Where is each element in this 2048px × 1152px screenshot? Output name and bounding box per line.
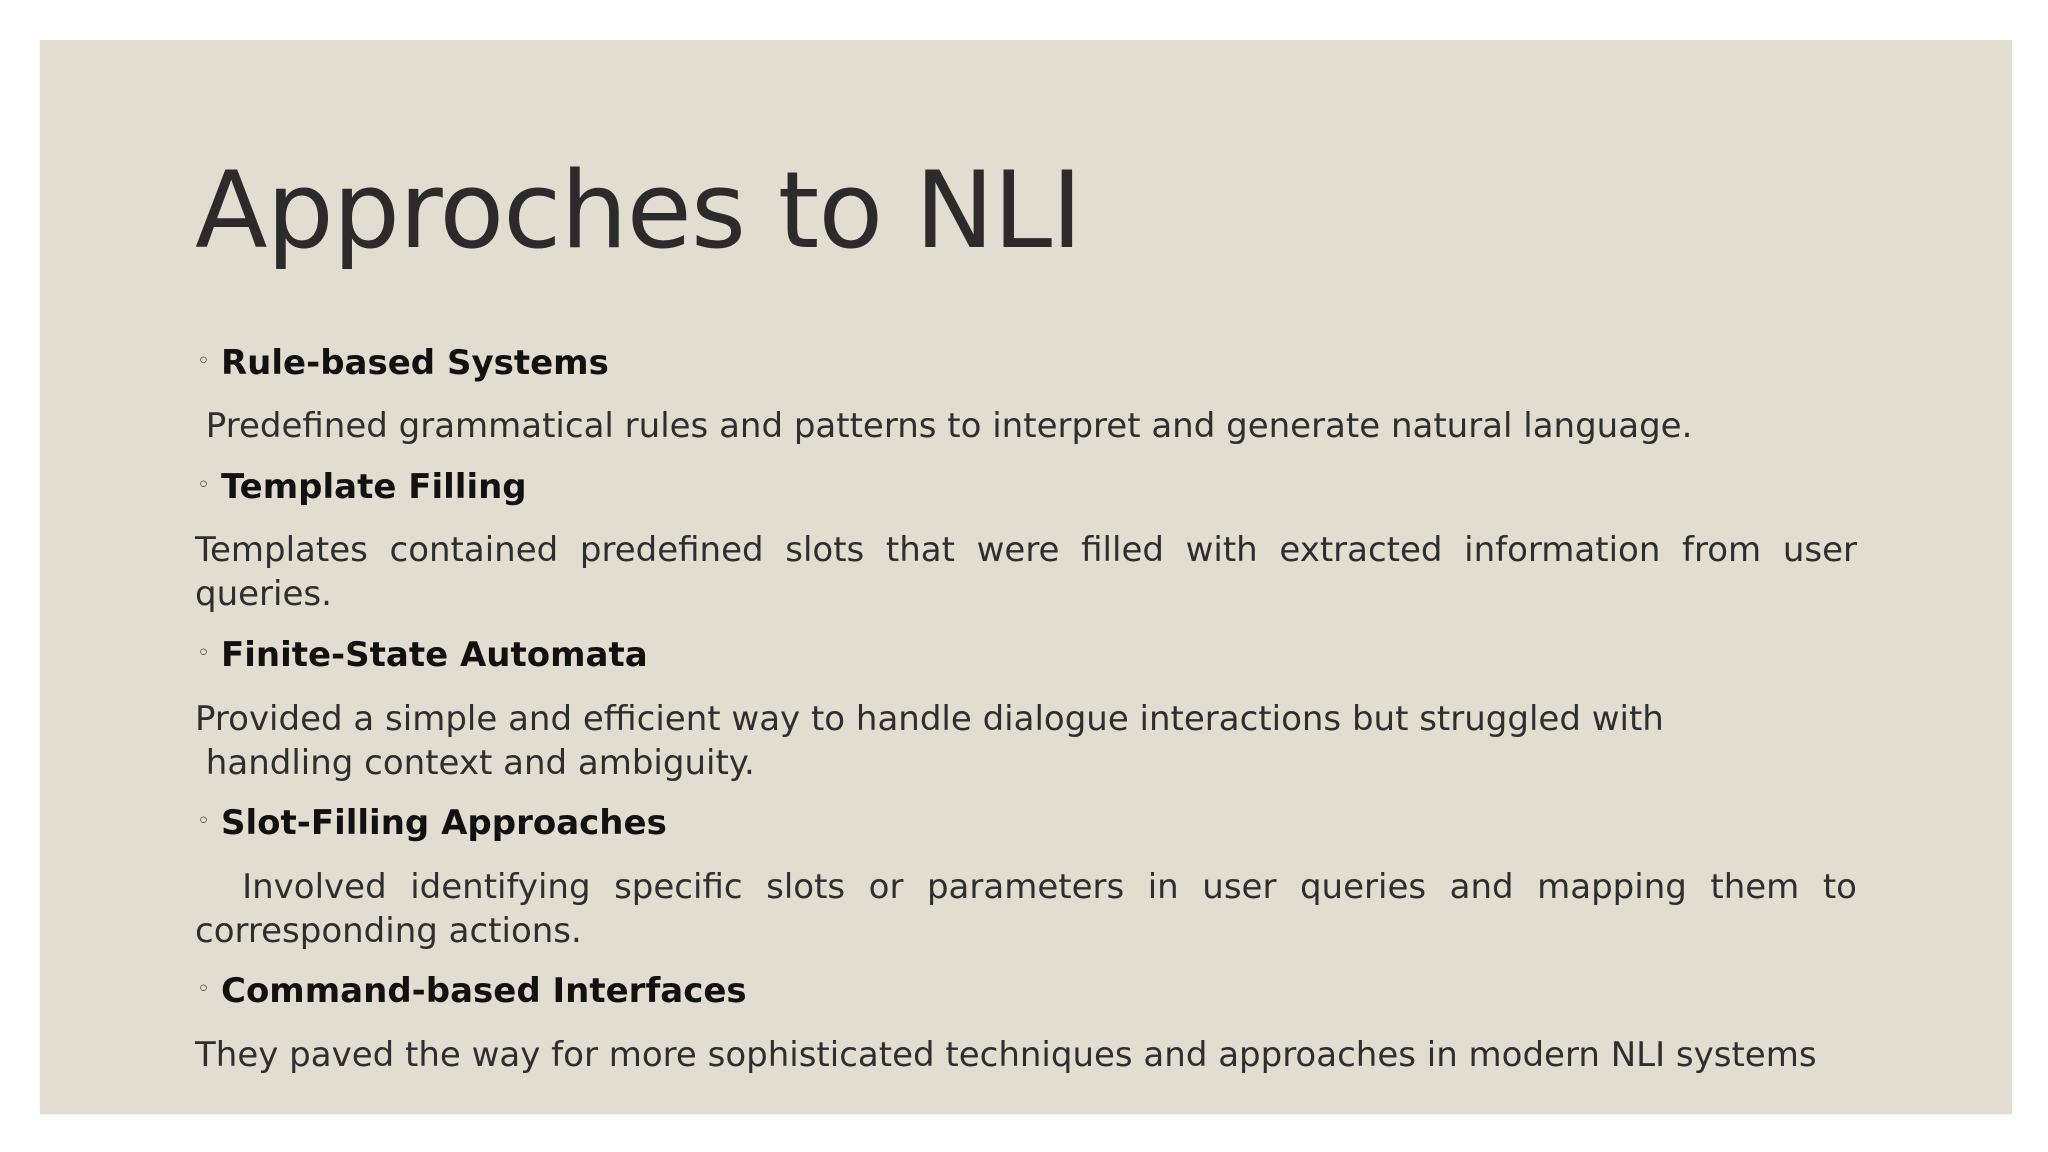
heading-text: Template Filling	[221, 467, 527, 507]
bullet-icon: ◦	[197, 809, 210, 834]
section-description-rule-based: Predefined grammatical rules and patterns to interpret and generate natural language.	[195, 406, 1693, 446]
bullet-icon: ◦	[197, 977, 210, 1002]
section-description-finite-state	[195, 697, 1857, 785]
slide-title: Approches to NLI	[195, 149, 1082, 272]
heading-text: Slot-Filling Approaches	[221, 803, 667, 843]
slide	[40, 40, 2012, 1114]
heading-text: Command-based Interfaces	[221, 971, 747, 1011]
bullet-icon: ◦	[197, 349, 210, 374]
description-line: handling context and ambiguity.	[195, 743, 755, 783]
section-description-command-based: They paved the way for more sophisticated techniques and approaches in modern NLI systems	[195, 1035, 1817, 1075]
section-description-template-filling: Templates contained predefined slots that were filled with extracted information from user queries.	[195, 530, 1857, 614]
bullet-icon: ◦	[197, 641, 210, 666]
section-heading-finite-state	[197, 634, 648, 675]
bullet-icon: ◦	[197, 473, 210, 498]
section-description-slot-filling: Involved identifying specific slots or parameters in user queries and mapping them to corresponding actions.	[195, 867, 1868, 951]
heading-text: Finite-State Automata	[221, 635, 648, 675]
section-heading-template-filling	[197, 466, 527, 507]
heading-text: Rule-based Systems	[221, 343, 609, 383]
section-heading-rule-based	[197, 342, 609, 383]
section-heading-command-based	[197, 970, 747, 1011]
section-heading-slot-filling	[197, 802, 667, 843]
description-line: Provided a simple and efficient way to handle dialogue interactions but struggled with	[195, 699, 1664, 739]
